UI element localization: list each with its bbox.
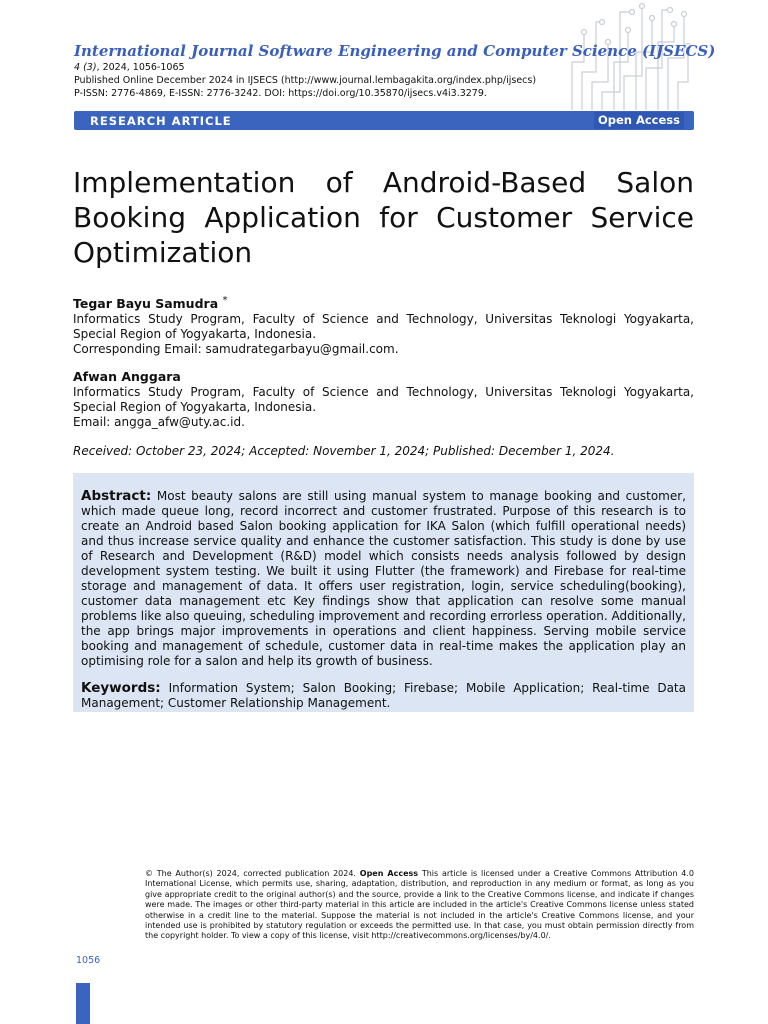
corresponding-mark: * <box>222 295 228 306</box>
author-name: Afwan Anggara <box>73 369 181 384</box>
author-email[interactable]: Email: angga_afw@uty.ac.id. <box>73 415 245 429</box>
volume-line <box>74 61 536 74</box>
open-access-badge: Open Access <box>594 112 684 129</box>
article-title: Implementation of Android-Based Salon Booking Application for Customer Service Optimization <box>73 166 694 269</box>
keywords: Keywords: Information System; Salon Booking; Firebase; Mobile Application; Real-time Data Management; Customer Relationship Management. <box>81 680 686 710</box>
article-type-banner <box>74 111 694 130</box>
page-edge-tab <box>76 983 90 1024</box>
article-dates: Received: October 23, 2024; Accepted: November 1, 2024; Published: December 1, 2024. <box>73 444 615 458</box>
abstract-label: Abstract <box>81 488 146 504</box>
journal-meta <box>74 61 536 100</box>
author-block-2 <box>73 369 694 430</box>
author-name <box>73 293 694 311</box>
author-name-text: Tegar Bayu Samudra <box>73 296 219 312</box>
author-affiliation: Informatics Study Program, Faculty of Science and Technology, Universitas Teknologi Yogyakarta, Special Region of Yogyakarta, Indonesia. <box>73 385 694 414</box>
keywords-text: Information System; Salon Booking; Firebase; Mobile Application; Real-time Data Management; Customer Relationship Management. <box>81 681 686 710</box>
article-type-label: RESEARCH ARTICLE <box>90 113 232 128</box>
abstract-text: Most beauty salons are still using manual system to manage booking and customer, which made queue long, record incorrect and customer frustrated. Purpose of this research is to create an Android based Salon booking application for IKA Salon (which fulfill operational needs) and thus increase service quality and enhance the customer satisfaction. This study is done by use of Research and Development (R&D) model which consists needs analysis followed by design development system testing. We built it using Flutter (the framework) and Firebase for real-time storage and management of data. It offers user registration, login, service scheduling(booking), customer data management etc Key findings show that application can resolve some manual problems like also queuing, scheduling improvement and recording errorless operation. Additionally, the app brings major improvements in operations and client happiness. Serving mobile service booking and management of schedule, customer data in real-time makes the application play an optimising role for a salon and help its growth of business. <box>81 489 687 668</box>
license-open-access: Open Access <box>359 869 419 878</box>
keywords-label: Keywords <box>81 680 156 696</box>
license-lead: © The Author(s) 2024, corrected publication 2024. <box>145 869 356 878</box>
abstract-box <box>73 473 694 712</box>
issn-doi-line[interactable]: P-ISSN: 2776-4869, E-ISSN: 2776-3242. DOI: https://doi.org/10.35870/ijsecs.v4i3.3279. <box>74 88 487 99</box>
author-email[interactable]: Corresponding Email: samudrategarbayu@gmail.com. <box>73 342 399 357</box>
year-pages: , 2024, 1056-1065 <box>96 62 185 73</box>
abstract: Abstract: Most beauty salons are still using manual system to manage booking and customer, which made queue long, record incorrect and customer frustrated. Purpose of this research is to create an Android based Salon booking application for IKA Salon (which fulfill operational needs) and thus increase service quality and enhance the customer satisfaction. This study is done by use of Research and Development (R&D) model which consists needs analysis followed by design development system testing. We built it using Flutter (the framework) and Firebase for real-time storage and management of data. It offers user registration, login, service scheduling(booking), customer data management etc Key findings show that application can resolve some manual problems like also queuing, scheduling improvement and recording errorless operation. Additionally, the app brings major improvements in operations and client happiness. Serving mobile service booking and management of schedule, customer data in real-time makes the application play an optimising role for a salon and help its growth of business. <box>81 488 687 668</box>
page-number: 1056 <box>76 955 101 966</box>
volume-issue: 4 (3) <box>74 62 97 73</box>
published-line[interactable]: Published Online December 2024 in IJSECS (http://www.journal.lembagakita.org/index.php/ijsecs) <box>74 75 537 86</box>
license-text: This article is licensed under a Creative Commons Attribution 4.0 International License, which permits use, sharing, adaptation, distribution, and reproduction in any medium or format, as long as you give appropriate credit to the original author(s) and the source, provide a link to the Creative Commons license, and indicate if changes were made. The images or other third-party material in this article are included in the article's Creative Commons license unless stated otherwise in a credit line to the material. Suppose the material is not included in the article's Creative Commons license, and your intended use is prohibited by statutory regulation or exceeds the permitted use. In that case, you must obtain permission directly from the copyright holder. To view a copy of this license, visit http://creativecommons.org/licenses/by/4.0/. <box>145 869 695 941</box>
author-block-1 <box>73 293 694 357</box>
license-notice <box>145 869 694 942</box>
author-affiliation: Informatics Study Program, Faculty of Science and Technology, Universitas Teknologi Yogyakarta, Special Region of Yogyakarta, Indonesia. <box>73 312 694 342</box>
journal-title: International Journal Software Engineering and Computer Science (IJSECS) <box>74 42 716 60</box>
